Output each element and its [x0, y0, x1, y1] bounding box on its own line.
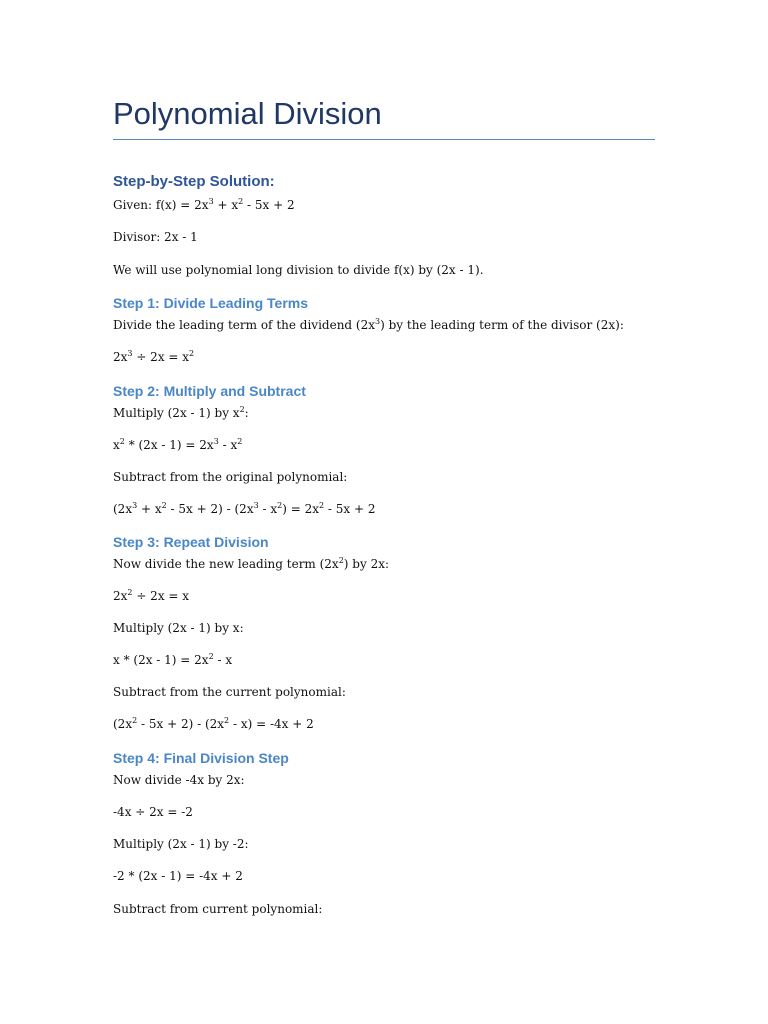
- step2-equation: $x^2 * (2x - 1) = 2x^3 - x^2$: [113, 437, 243, 452]
- step4-heading: Step 4: Final Division Step: [113, 750, 289, 766]
- divisor-line: Divisor: 2x - 1: [113, 230, 198, 244]
- step1-text: Divide the leading term of the dividend $(2x^3)$ by the leading term of the divisor (2x):: [113, 317, 624, 332]
- step2-heading: Step 2: Multiply and Subtract: [113, 383, 306, 399]
- step3-subtract-text: Subtract from the current polynomial:: [113, 685, 346, 699]
- step2-subtract-text: Subtract from the original polynomial:: [113, 470, 348, 484]
- step2-text: Multiply (2x - 1) by $x^2$:: [113, 405, 249, 420]
- step4-multiply-text: Multiply (2x - 1) by -2:: [113, 837, 249, 851]
- step1-equation: $2x^3 \div 2x = x^2$: [113, 349, 195, 364]
- step4-text: Now divide -4x by 2x:: [113, 773, 245, 787]
- step3-multiply-equation: $x * (2x - 1) = 2x^2 - x$: [113, 652, 233, 667]
- given-line: Given: $f(x) = 2x^3 + x^2 - 5x + 2$: [113, 197, 295, 212]
- intro-line: We will use polynomial long division to divide f(x) by (2x - 1).: [113, 263, 484, 277]
- step3-subtract-equation: $(2x^2 - 5x + 2) - (2x^2 - x) = -4x + 2$: [113, 716, 314, 731]
- step3-equation: $2x^2 \div 2x = x$: [113, 588, 190, 603]
- step2-subtract-equation: $(2x^3 + x^2 - 5x + 2) - (2x^3 - x^2) = 2x^2 - 5x + 2$: [113, 501, 376, 516]
- step4-subtract-text: Subtract from current polynomial:: [113, 902, 323, 916]
- step4-multiply-equation: -2 * (2x - 1) = -4x + 2: [113, 869, 243, 883]
- section-heading: Step-by-Step Solution:: [113, 173, 275, 190]
- step3-multiply-text: Multiply (2x - 1) by x:: [113, 621, 244, 635]
- page-title: Polynomial Division: [113, 96, 382, 131]
- step3-text: Now divide the new leading term $(2x^2)$ by 2x:: [113, 556, 390, 571]
- title-underline: [113, 139, 655, 140]
- step4-equation: -4x ÷ 2x = -2: [113, 805, 193, 819]
- step1-heading: Step 1: Divide Leading Terms: [113, 295, 309, 311]
- step3-heading: Step 3: Repeat Division: [113, 534, 269, 550]
